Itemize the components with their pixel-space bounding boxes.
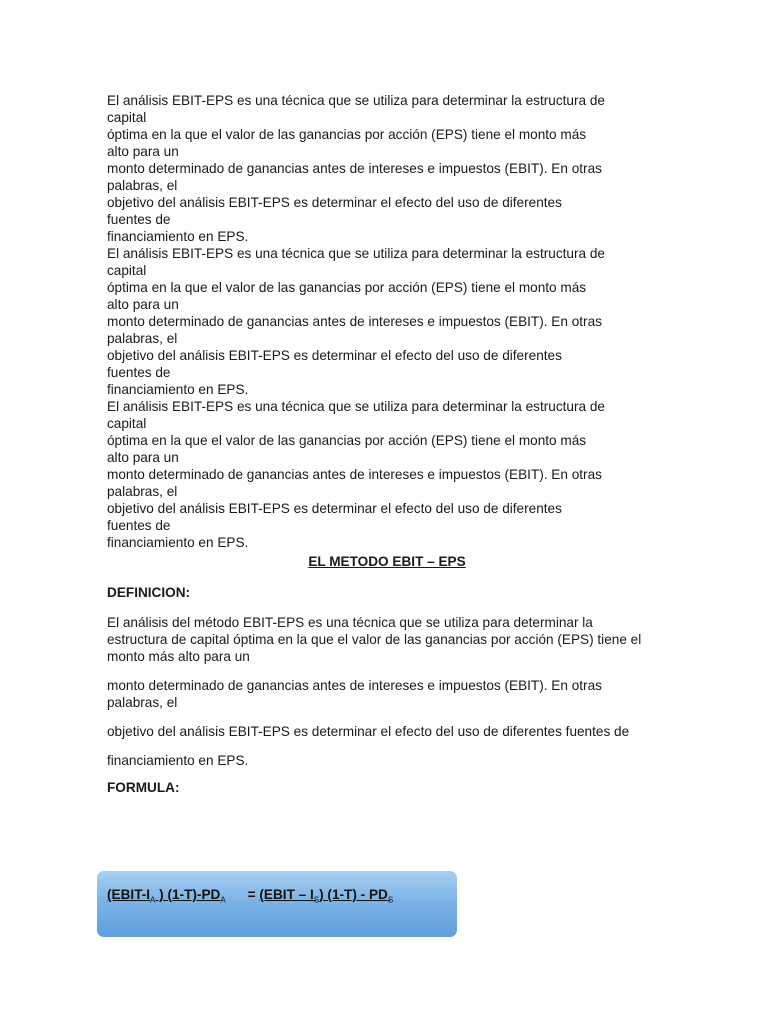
document-title: EL METODO EBIT – EPS (308, 554, 466, 569)
text-line: El análisis EBIT-EPS es una técnica que se utiliza para determinar la estructura de (107, 93, 605, 108)
text-line: palabras, el (107, 178, 178, 193)
formula-label: FORMULA: (107, 780, 180, 795)
text-line: capital (107, 110, 147, 125)
definition-paragraph: financiamiento en EPS. (107, 753, 249, 768)
text-line: El análisis EBIT-EPS es una técnica que se utiliza para determinar la estructura de (107, 399, 605, 414)
text-line: fuentes de (107, 365, 171, 380)
text-line: monto determinado de ganancias antes de intereses e impuestos (EBIT). En otras (107, 467, 602, 482)
text-line: óptima en la que el valor de las ganancias por acción (EPS) tiene el monto más (107, 127, 587, 142)
text-line: óptima en la que el valor de las ganancias por acción (EPS) tiene el monto más (107, 433, 587, 448)
formula-text: ) (1-T) - PD (319, 887, 388, 902)
repeated-text-block-2 (107, 245, 667, 398)
text-line: objetivo del análisis EBIT-EPS es determinar el efecto del uso de diferentes (107, 501, 562, 516)
text-line: alto para un (107, 297, 179, 312)
repeated-text-block-3 (107, 398, 667, 551)
definition-paragraph: monto determinado de ganancias antes de intereses e impuestos (EBIT). En otras palabras, el (107, 678, 602, 710)
text-line: capital (107, 263, 147, 278)
formula-box (97, 871, 457, 937)
document-page (107, 92, 667, 796)
formula-subscript: A (150, 895, 156, 905)
formula-right-side (259, 887, 394, 905)
text-line: alto para un (107, 450, 179, 465)
text-line: capital (107, 416, 147, 431)
formula-text: (EBIT-I (107, 887, 151, 902)
text-line: alto para un (107, 144, 179, 159)
text-line: El análisis EBIT-EPS es una técnica que se utiliza para determinar la estructura de (107, 246, 605, 261)
formula-subscript: S (313, 895, 320, 905)
text-line: objetivo del análisis EBIT-EPS es determinar el efecto del uso de diferentes (107, 195, 562, 210)
text-line: objetivo del análisis EBIT-EPS es determinar el efecto del uso de diferentes (107, 348, 562, 363)
definition-paragraph: objetivo del análisis EBIT-EPS es determinar el efecto del uso de diferentes fuentes de (107, 724, 630, 739)
formula-equals: = (247, 887, 260, 902)
text-line: fuentes de (107, 518, 171, 533)
formula-subscript: A (220, 895, 226, 905)
formula-left-side (107, 887, 226, 905)
formula-text: (EBIT – I (259, 887, 314, 902)
formula-text: ) (1-T)-PD (155, 887, 221, 902)
text-line: palabras, el (107, 484, 178, 499)
text-line: palabras, el (107, 331, 178, 346)
text-line: financiamiento en EPS. (107, 535, 249, 550)
formula-subscript: S (387, 895, 394, 905)
text-line: financiamiento en EPS. (107, 229, 249, 244)
text-line: monto determinado de ganancias antes de intereses e impuestos (EBIT). En otras (107, 161, 602, 176)
text-line: óptima en la que el valor de las ganancias por acción (EPS) tiene el monto más (107, 280, 587, 295)
text-line: monto determinado de ganancias antes de intereses e impuestos (EBIT). En otras (107, 314, 602, 329)
definition-paragraph: El análisis del método EBIT-EPS es una técnica que se utiliza para determinar la estructura de capital óptima en la que el valor de las ganancias por acción (EPS) tiene el monto más alto para un (107, 615, 642, 664)
repeated-text-block-1 (107, 92, 667, 245)
formula-equation (107, 887, 393, 905)
text-line: fuentes de (107, 212, 171, 227)
definition-label: DEFINICION: (107, 585, 191, 600)
text-line: financiamiento en EPS. (107, 382, 249, 397)
